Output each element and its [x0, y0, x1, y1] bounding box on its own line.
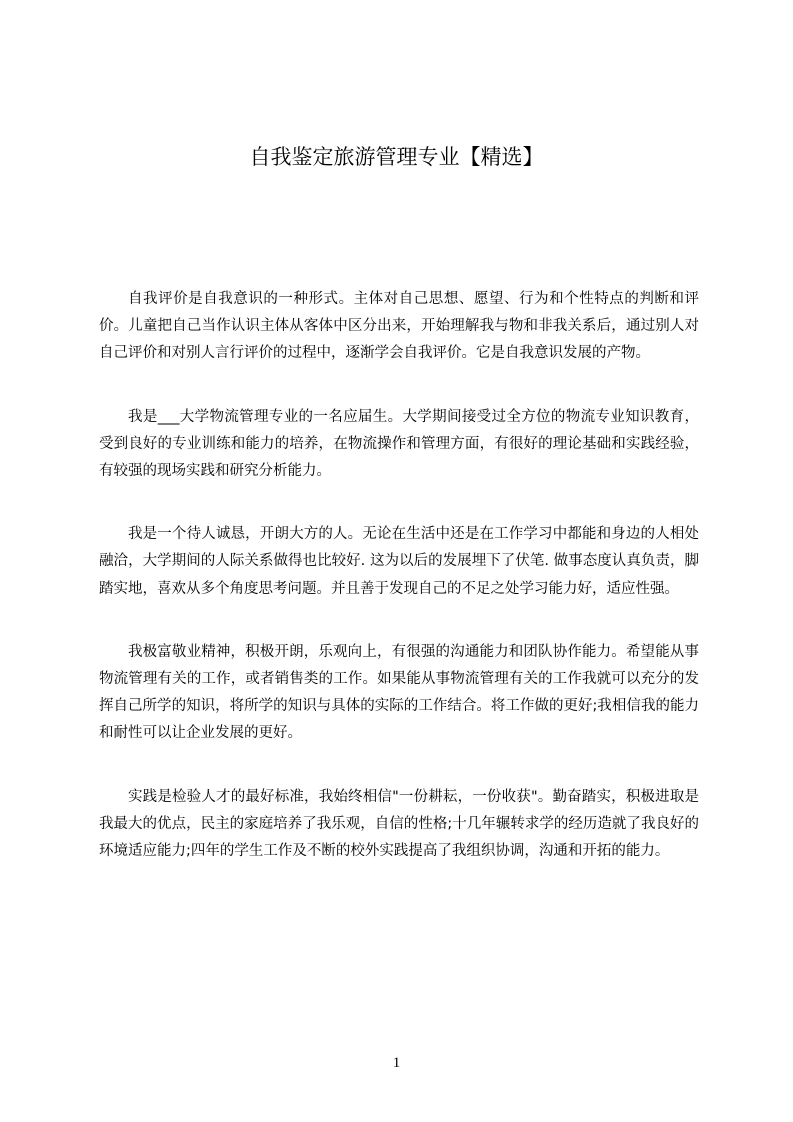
paragraph-self-evaluation: 自我评价是自我意识的一种形式。主体对自己思想、愿望、行为和个性特点的判断和评价。儿童把自己当作认识主体从客体中区分出来，开始理解我与物和非我关系后，通过别人对自己评价和对别人言行评价的过程中，逐渐学会自我评价。它是自我意识发展的产物。	[99, 291, 699, 362]
paragraph-education: 我是___大学物流管理专业的一名应届生。大学期间接受过全方位的物流专业知识教育，受到良好的专业训练和能力的培养，在物流操作和管理方面，有很好的理论基础和实践经验，有较强的现场实践和研究分析能力。	[99, 408, 699, 480]
paragraph-practice: 实践是检验人才的最好标准，我始终相信"一份耕耘，一份收获"。勤奋踏实，积极进取是我最大的优点，民主的家庭培养了我乐观，自信的性格;十几年辗转求学的经历造就了我良好的环境适应能力;四年的学生工作及不断的校外实践提高了我组织协调，沟通和开拓的能力。	[99, 788, 699, 860]
document-body	[99, 286, 699, 901]
paragraph-personality: 我是一个待人诚恳，开朗大方的人。无论在生活中还是在工作学习中都能和身边的人相处融洽，大学期间的人际关系做得也比较好. 这为以后的发展埋下了伏笔. 做事态度认真负责，脚踏实地，喜欢从多个角度思考问题。并且善于发现自己的不足之处学习能力好，适应性强。	[99, 526, 699, 597]
page-number: 1	[392, 1055, 401, 1071]
paragraph-work-attitude: 我极富敬业精神，积极开朗，乐观向上，有很强的沟通能力和团队协作能力。希望能从事物流管理有关的工作，或者销售类的工作。如果能从事物流管理有关的工作我就可以充分的发挥自己所学的知识，将所学的知识与具体的实际的工作结合。将工作做的更好;我相信我的能力和耐性可以让企业发展的更好。	[99, 643, 699, 742]
document-title: 自我鉴定旅游管理专业【精选】	[249, 145, 544, 169]
